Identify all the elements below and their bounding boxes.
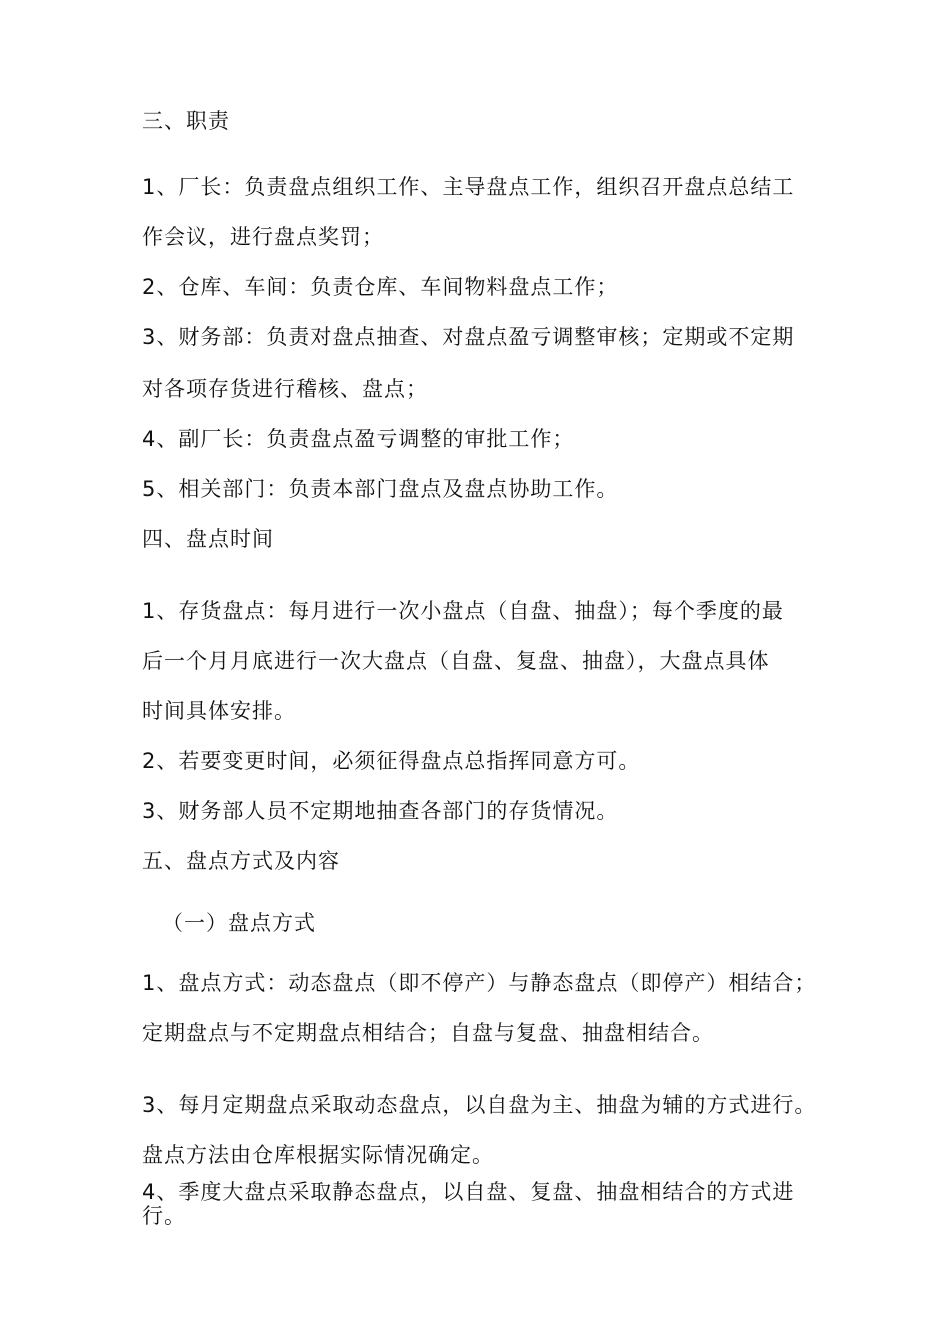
section-heading-responsibilities: 三、职责 [142, 109, 230, 133]
paragraph-line: 时间具体安排。 [142, 699, 296, 723]
paragraph-line: 3、财务部人员不定期地抽查各部门的存货情况。 [142, 799, 619, 823]
section-heading-methods-content: 五、盘点方式及内容 [142, 849, 340, 873]
paragraph-line: 对各项存货进行稽核、盘点； [142, 377, 428, 401]
paragraph-line: 3、财务部：负责对盘点抽查、对盘点盈亏调整审核；定期或不定期 [142, 325, 795, 349]
paragraph-line: 4、季度大盘点采取静态盘点，以自盘、复盘、抽盘相结合的方式进行。 [142, 1180, 795, 1228]
paragraph-line: 5、相关部门：负责本部门盘点及盘点协助工作。 [142, 477, 619, 501]
section-heading-inventory-time: 四、盘点时间 [142, 527, 274, 551]
paragraph-line: 1、存货盘点：每月进行一次小盘点（自盘、抽盘）；每个季度的最 [142, 599, 784, 623]
paragraph-line: 4、副厂长：负责盘点盈亏调整的审批工作； [142, 427, 575, 451]
paragraph-line: 定期盘点与不定期盘点相结合；自盘与复盘、抽盘相结合。 [142, 1021, 714, 1045]
paragraph-line: 3、每月定期盘点采取动态盘点，以自盘为主、抽盘为辅的方式进行。 [142, 1093, 817, 1117]
paragraph-line: 2、若要变更时间，必须征得盘点总指挥同意方可。 [142, 749, 641, 773]
paragraph-line: 盘点方法由仓库根据实际情况确定。 [142, 1143, 494, 1167]
paragraph-line: 作会议，进行盘点奖罚； [142, 225, 384, 249]
paragraph-line: 1、厂长：负责盘点组织工作、主导盘点工作，组织召开盘点总结工 [142, 175, 795, 199]
subsection-heading-methods: （一）盘点方式 [162, 911, 316, 935]
paragraph-line: 后一个月月底进行一次大盘点（自盘、复盘、抽盘），大盘点具体 [142, 649, 770, 673]
paragraph-line: 1、盘点方式：动态盘点（即不停产）与静态盘点（即停产）相结合； [142, 971, 817, 995]
paragraph-line: 2、仓库、车间：负责仓库、车间物料盘点工作； [142, 275, 619, 299]
